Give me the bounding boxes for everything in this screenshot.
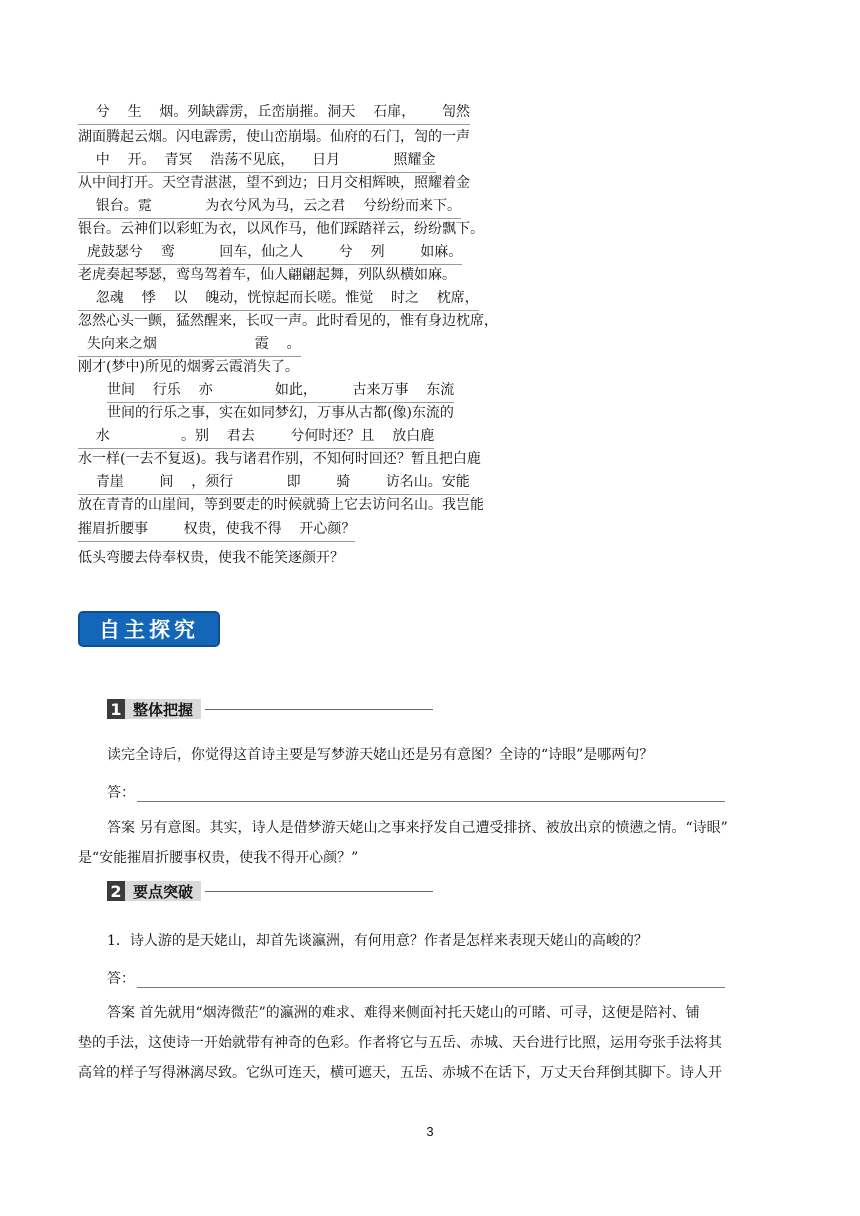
translation-line-3: 银台。云神们以彩虹为衣，以风作马，他们踩踏祥云，纷纷飘下。	[78, 221, 484, 237]
divider	[205, 891, 433, 892]
answer-field	[107, 782, 725, 802]
answer-blank-line	[137, 787, 725, 802]
original-line-8: 水 。别 君去 兮何时还？且 放白鹿	[78, 426, 434, 449]
translation-line-5: 忽然心头一颤，猛然醒来，长叹一声。此时看见的，惟有身边枕席，	[78, 313, 498, 329]
translation-line-6: 刚才(梦中)所见的烟雾云霞消失了。	[78, 359, 299, 375]
question-text: 1．诗人游的是天姥山，却首先谈瀛洲，有何用意？作者是怎样来表现天姥山的高峻的？	[107, 933, 648, 949]
original-line-1: 兮 生 烟。列缺霹雳，丘峦崩摧。洞天 石扉， 訇然	[78, 102, 470, 125]
translation-line-1: 湖面腾起云烟。闪电霹雳，使山峦崩塌。仙府的石门，訇的一声	[78, 129, 470, 145]
original-line-3: 银台。霓 为衣兮风为马，云之君 兮纷纷而来下。	[78, 196, 461, 219]
translation-line-8: 水一样(一去不复返)。我与诸君作别，不知何时回还？暂且把白鹿	[78, 451, 481, 467]
answer-paragraph-line: 垫的手法，这使诗一开始就带有神奇的色彩。作者将它与五岳、赤城、天台进行比照，运用夸张手法将其	[78, 1035, 722, 1051]
original-line-10: 摧眉折腰事 权贵，使我不得 开心颜？	[78, 519, 355, 542]
answer-field	[107, 968, 725, 988]
translation-line-7: 世间的行乐之事，实在如同梦幻，万事从古都(像)东流的	[107, 405, 454, 421]
original-line-4: 虎鼓瑟兮 鸾 回车，仙之人 兮 列 如麻。	[78, 242, 462, 265]
translation-line-2: 从中间打开。天空青湛湛，望不到边；日月交相辉映，照耀着金	[78, 175, 470, 191]
translation-line-9: 放在青青的山崖间，等到要走的时候就骑上它去访问名山。我岂能	[78, 497, 484, 513]
answer-blank-line	[137, 973, 725, 988]
original-line-2: 中 开。 青冥 浩荡不见底， 日月 照耀金	[78, 150, 436, 173]
answer-prompt: 答：	[107, 785, 135, 801]
answer-paragraph-line: 是“安能摧眉折腰事权贵，使我不得开心颜？”	[78, 850, 359, 866]
original-line-5: 忽魂 悸 以 魄动，恍惊起而长嗟。惟觉 时之 枕席，	[78, 288, 479, 311]
answer-paragraph-line: 答案 另有意图。其实，诗人是借梦游天姥山之事来抒发自己遭受排挤、被放出京的愤懑之情。“诗眼”	[107, 820, 728, 836]
question-text: 读完全诗后，你觉得这首诗主要是写梦游天姥山还是另有意图？全诗的“诗眼”是哪两句？	[107, 747, 654, 763]
translation-line-10: 低头弯腰去侍奉权贵，使我不能笑逐颜开？	[78, 550, 344, 566]
section-banner: 自主探究	[78, 611, 220, 647]
subsection-title: 整体把握	[125, 699, 201, 719]
original-line-7: 世间 行乐 亦 如此， 古来万事 东流	[107, 380, 454, 403]
original-line-9: 青崖 间 ，须行 即 骑 访名山。安能	[78, 472, 470, 495]
answer-paragraph-line: 高耸的样子写得淋漓尽致。它纵可连天，横可遮天，五岳、赤城不在话下，万丈天台拜倒其脚下。诗人开	[78, 1065, 722, 1081]
page-number: 3	[426, 1124, 434, 1139]
subsection-heading-2	[107, 880, 433, 902]
divider	[205, 709, 433, 710]
subsection-heading-1	[107, 698, 433, 720]
translation-line-4: 老虎奏起琴瑟，鸾鸟驾着车，仙人翩翩起舞，列队纵横如麻。	[78, 267, 456, 283]
subsection-number: 1	[107, 699, 125, 719]
original-line-6: 失向来之烟 霞 。	[78, 334, 301, 357]
subsection-number: 2	[107, 881, 125, 901]
answer-prompt: 答：	[107, 971, 135, 987]
subsection-title: 要点突破	[125, 881, 201, 901]
answer-paragraph-line: 答案 首先就用“烟涛微茫”的瀛洲的难求、难得来侧面衬托天姥山的可睹、可寻，这便是陪衬、铺	[107, 1005, 700, 1021]
